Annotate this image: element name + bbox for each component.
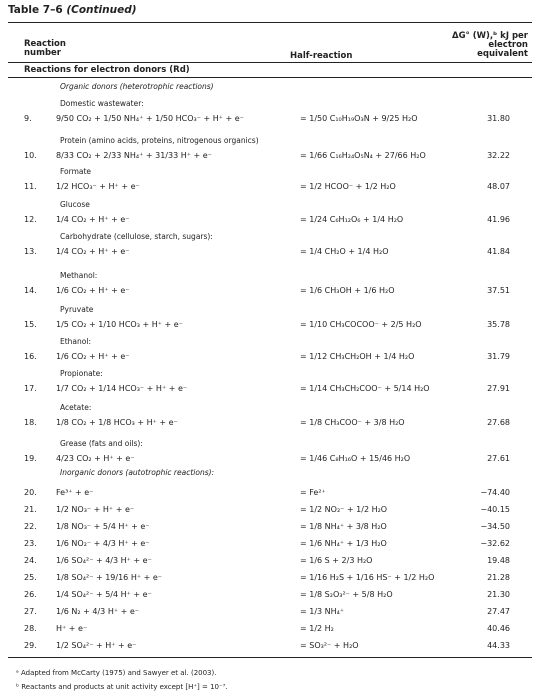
table-row [0,588,538,602]
header-reaction-number: Reaction number [24,39,66,58]
donor-side: 8/33 CO₂ + 2/33 NH₄⁺ + 31/33 H⁺ + e⁻ [56,151,212,160]
delta-g-value: 32.22 [487,151,510,160]
delta-g-value: 37.51 [487,286,510,295]
table-title [8,4,137,16]
row-subheading: Grease (fats and oils): [60,439,143,448]
header-rule [8,62,532,63]
row-subheading: Glucose [60,200,90,209]
section-rule [8,77,532,78]
donor-side: 1/8 CO₂ + 1/8 HCO₃ + H⁺ + e⁻ [56,418,178,427]
donor-side: 1/6 CO₂ + H⁺ + e⁻ [56,352,130,361]
row-subheading: Acetate: [60,403,92,412]
table-row [0,112,538,126]
row-subheading: Formate [60,167,92,176]
delta-g-value: −34.50 [480,522,510,531]
footnote-b: ᵇ Reactants and products at unit activity except [H⁺] = 10⁻⁷. [16,683,228,691]
reaction-number: 25. [24,573,37,582]
donor-side: 1/2 NO₃⁻ + H⁺ + e⁻ [56,505,135,514]
half-reaction: = Fe²⁺ [300,488,326,497]
donor-side: 1/6 NO₂⁻ + 4/3 H⁺ + e⁻ [56,539,150,548]
table-row [0,571,538,585]
donor-side: 4/23 CO₂ + H⁺ + e⁻ [56,454,135,463]
donor-side: H⁺ + e⁻ [56,624,88,633]
reaction-number: 21. [24,505,37,514]
reaction-number: 17. [24,384,37,393]
half-reaction: = SO₃²⁻ + H₂O [300,641,359,650]
table-row [0,416,538,430]
donor-side: 1/2 SO₄²⁻ + H⁺ + e⁻ [56,641,137,650]
half-reaction: = 1/3 NH₄⁺ [300,607,345,616]
half-reaction: = 1/66 C₁₆H₂₄O₅N₄ + 27/66 H₂O [300,151,426,160]
donor-side: 1/4 CO₂ + H⁺ + e⁻ [56,215,130,224]
top-rule [8,22,532,23]
row-subheading: Pyruvate [60,305,94,314]
delta-g-value: 41.84 [487,247,510,256]
delta-g-value: 48.07 [487,182,510,191]
half-reaction: = 1/46 C₈H₁₆O + 15/46 H₂O [300,454,411,463]
delta-g-value: 27.61 [487,454,510,463]
half-reaction: = 1/16 H₂S + 1/16 HS⁻ + 1/2 H₂O [300,573,435,582]
table-row [0,605,538,619]
half-reaction: = 1/8 NH₄⁺ + 3/8 H₂O [300,522,387,531]
delta-g-value: 41.96 [487,215,510,224]
delta-g-value: 21.30 [487,590,510,599]
section-title: Reactions for electron donors (Rd) [24,65,190,75]
table-row [0,180,538,194]
delta-g-value: 27.68 [487,418,510,427]
donor-side: 1/4 SO₄²⁻ + 5/4 H⁺ + e⁻ [56,590,152,599]
reaction-number: 13. [24,247,37,256]
delta-g-value: 40.46 [487,624,510,633]
bottom-rule [8,657,532,658]
table-row [0,213,538,227]
reaction-number: 27. [24,607,37,616]
footnote-a: ᵃ Adapted from McCarty (1975) and Sawyer et al. (2003). [16,669,217,677]
row-subheading: Carbohydrate (cellulose, starch, sugars): [60,232,213,241]
table-row [0,622,538,636]
delta-g-value: 31.80 [487,114,510,123]
group-inorganic-donors: Inorganic donors (autotrophic reactions): [60,468,215,477]
half-reaction: = 1/14 CH₃CH₂COO⁻ + 5/14 H₂O [300,384,430,393]
table-row [0,382,538,396]
delta-g-value: 31.79 [487,352,510,361]
delta-g-value: 44.33 [487,641,510,650]
delta-g-value: 27.91 [487,384,510,393]
donor-side: 1/7 CO₂ + 1/14 HCO₃⁻ + H⁺ + e⁻ [56,384,188,393]
row-subheading: Propionate: [60,369,103,378]
half-reaction: = 1/8 CH₃COO⁻ + 3/8 H₂O [300,418,405,427]
half-reaction: = 1/6 NH₄⁺ + 1/3 H₂O [300,539,387,548]
table-row [0,452,538,466]
donor-side: Fe³⁺ + e⁻ [56,488,94,497]
group-organic-donors: Organic donors (heterotrophic reactions) [60,82,214,91]
donor-side: 1/8 NO₃⁻ + 5/4 H⁺ + e⁻ [56,522,150,531]
row-subheading: Domestic wastewater: [60,99,144,108]
reaction-number: 22. [24,522,37,531]
half-reaction: = 1/2 H₂ [300,624,334,633]
table-row [0,537,538,551]
half-reaction: = 1/6 CH₃OH + 1/6 H₂O [300,286,395,295]
donor-side: 1/5 CO₂ + 1/10 HCO₃ + H⁺ + e⁻ [56,320,183,329]
row-subheading: Protein (amino acids, proteins, nitrogenous organics) [60,136,259,145]
table-row [0,639,538,653]
reaction-number: 11. [24,182,37,191]
delta-g-value: −40.15 [480,505,510,514]
half-reaction: = 1/50 C₁₀H₁₉O₃N + 9/25 H₂O [300,114,418,123]
delta-g-value: 21.28 [487,573,510,582]
half-reaction: = 1/24 C₆H₁₂O₆ + 1/4 H₂O [300,215,404,224]
donor-side: 1/6 SO₄²⁻ + 4/3 H⁺ + e⁻ [56,556,152,565]
table-row [0,350,538,364]
half-reaction: = 1/10 CH₃COCOO⁻ + 2/5 H₂O [300,320,422,329]
half-reaction: = 1/4 CH₂O + 1/4 H₂O [300,247,389,256]
reaction-number: 19. [24,454,37,463]
header-half-reaction: Half-reaction [290,51,353,61]
half-reaction: = 1/2 NO₂⁻ + 1/2 H₂O [300,505,388,514]
donor-side: 1/6 N₂ + 4/3 H⁺ + e⁻ [56,607,139,616]
donor-side: 9/50 CO₂ + 1/50 NH₄⁺ + 1/50 HCO₃⁻ + H⁺ + e⁻ [56,114,244,123]
half-reaction: = 1/12 CH₃CH₂OH + 1/4 H₂O [300,352,415,361]
reaction-number: 12. [24,215,37,224]
reaction-number: 24. [24,556,37,565]
table-row [0,245,538,259]
table-row [0,318,538,332]
donor-side: 1/4 CO₂ + H⁺ + e⁻ [56,247,130,256]
delta-g-value: 27.47 [487,607,510,616]
table-row [0,149,538,163]
reaction-number: 10. [24,151,37,160]
delta-g-value: 35.78 [487,320,510,329]
table-title-continued: (Continued) [66,4,137,16]
donor-side: 1/8 SO₄²⁻ + 19/16 H⁺ + e⁻ [56,573,162,582]
delta-g-value: −74.40 [480,488,510,497]
table-row [0,284,538,298]
reaction-number: 14. [24,286,37,295]
reaction-number: 18. [24,418,37,427]
reaction-number: 20. [24,488,37,497]
header-delta-g: ΔG° (W),ᵇ kJ per electron equivalent [452,31,528,59]
donor-side: 1/6 CO₂ + H⁺ + e⁻ [56,286,130,295]
reaction-number: 16. [24,352,37,361]
reaction-number: 26. [24,590,37,599]
delta-g-value: 19.48 [487,556,510,565]
table-row [0,520,538,534]
reaction-number: 15. [24,320,37,329]
row-subheading: Methanol: [60,271,98,280]
reaction-number: 28. [24,624,37,633]
reaction-number: 23. [24,539,37,548]
reaction-number: 29. [24,641,37,650]
table-row [0,503,538,517]
delta-g-value: −32.62 [480,539,510,548]
table-title-label: Table 7–6 [8,4,63,16]
half-reaction: = 1/8 S₂O₃²⁻ + 5/8 H₂O [300,590,393,599]
row-subheading: Ethanol: [60,337,91,346]
table-row [0,554,538,568]
donor-side: 1/2 HCO₃⁻ + H⁺ + e⁻ [56,182,140,191]
half-reaction: = 1/6 S + 2/3 H₂O [300,556,373,565]
half-reaction: = 1/2 HCOO⁻ + 1/2 H₂O [300,182,396,191]
table-row [0,486,538,500]
reaction-number: 9. [24,114,32,123]
